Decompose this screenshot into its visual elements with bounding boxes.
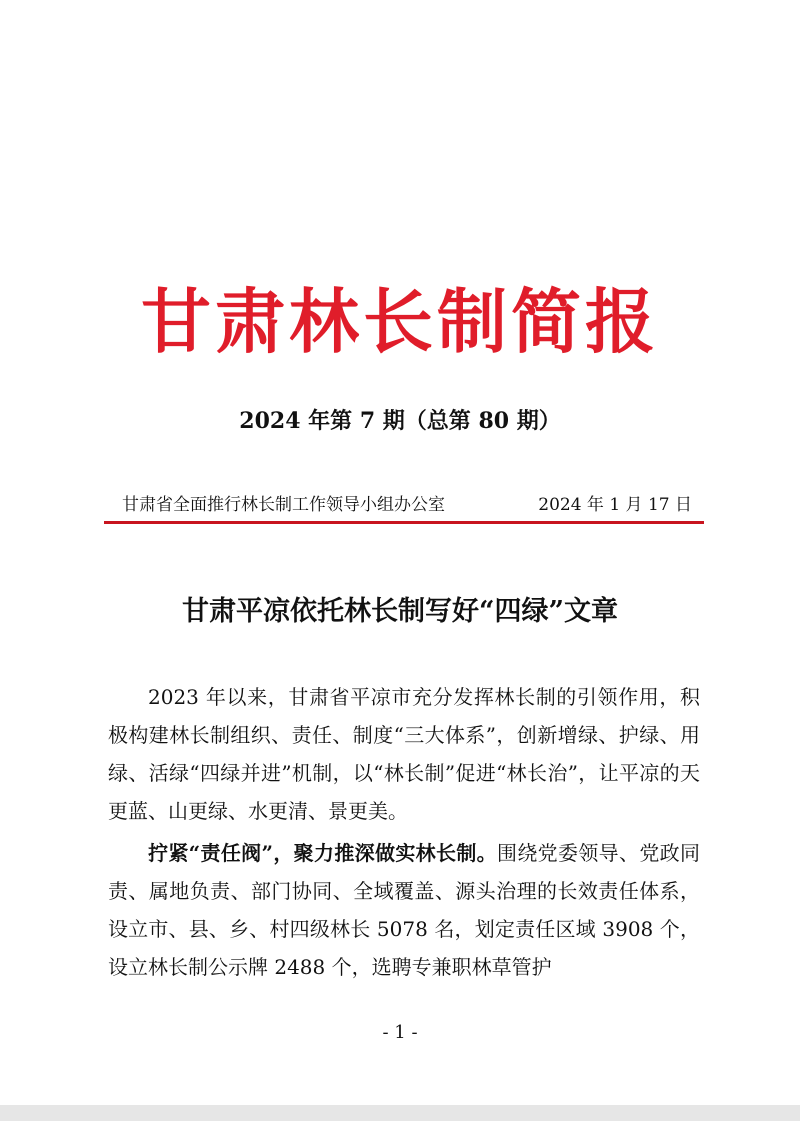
paragraph: [108, 678, 700, 830]
page-number: - 1 -: [382, 1022, 418, 1043]
paragraph-lead: 拧紧“责任阀”，聚力推深做实林长制。: [148, 841, 497, 865]
masthead-title: 甘肃林长制简报: [141, 281, 659, 363]
paragraph-text: 围绕党委领导、党政同责、属地负责、部门协同、全域覆盖、源头治理的长效责任体系，设立市、县、乡、村四级林长 5078 名，划定责任区域 3908 个，设立林长制公示牌 2488 个，选聘专兼职林草管护: [108, 841, 700, 979]
sender-line: [112, 490, 692, 520]
issuing-organization: 甘肃省全面推行林长制工作领导小组办公室: [122, 495, 445, 515]
paragraph: [108, 834, 700, 986]
red-divider-line: [104, 521, 704, 524]
issue-date: 2024 年 1 月 17 日: [538, 495, 692, 515]
viewer-bottom-bar: [0, 1105, 800, 1121]
article-title: 甘肃平凉依托林长制写好“四绿”文章: [181, 596, 619, 627]
paragraph-text: 2023 年以来，甘肃省平凉市充分发挥林长制的引领作用，积极构建林长制组织、责任、制度“三大体系”，创新增绿、护绿、用绿、活绿“四绿并进”机制，以“林长制”促进“林长治”，让平凉的天更蓝、山更绿、水更清、景更美。: [108, 685, 700, 823]
issue-number: 2024 年第 7 期（总第 80 期）: [239, 408, 561, 434]
article-body: [108, 678, 700, 990]
